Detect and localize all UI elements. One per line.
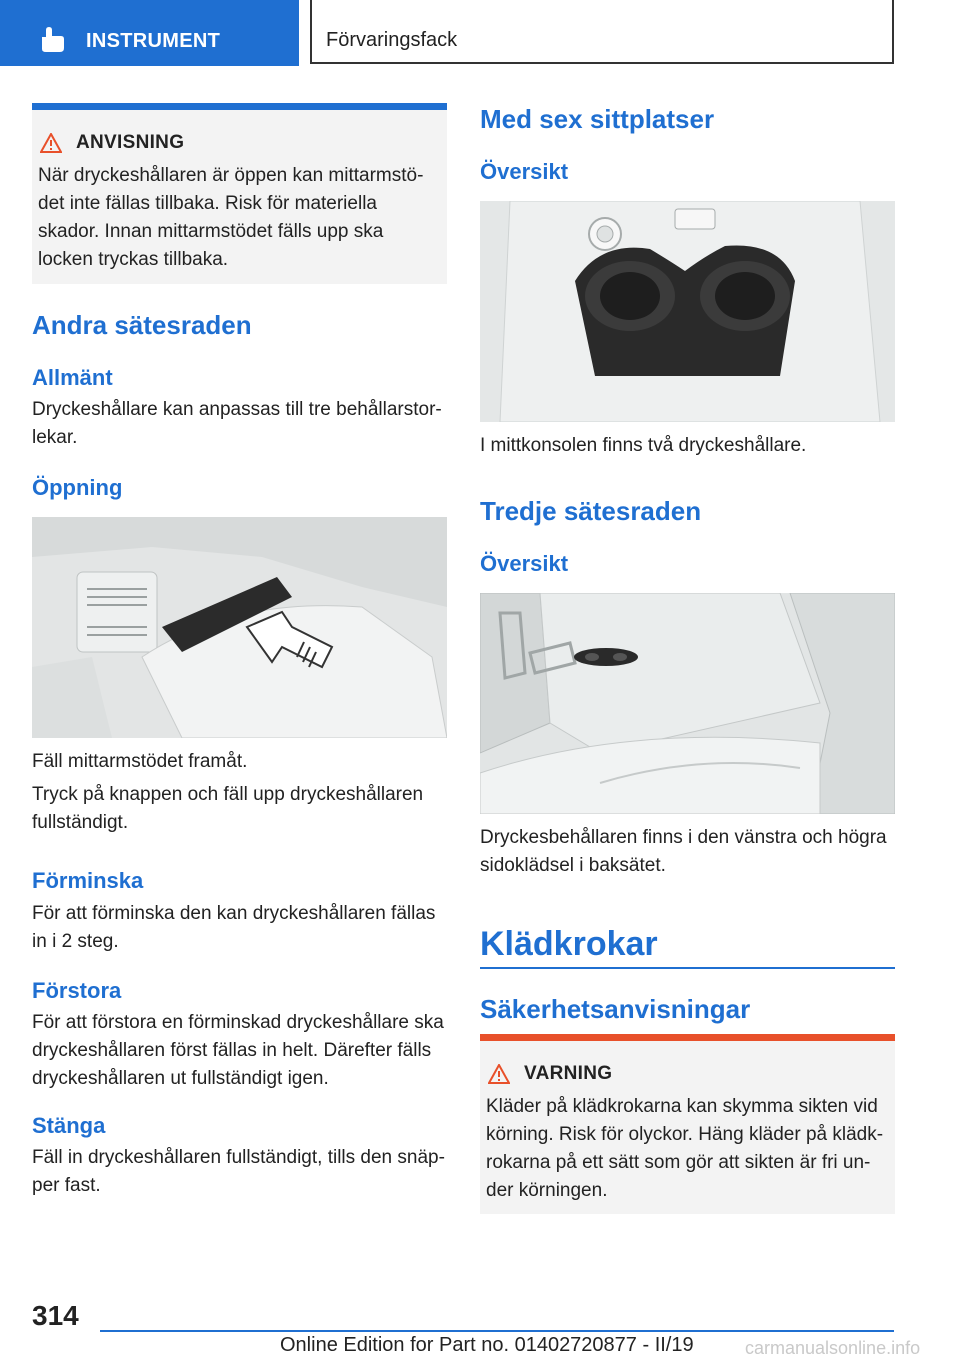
six-seats-caption: I mittkonsolen finns två dryckeshållare. (480, 435, 807, 456)
heading-opening: Öppning (32, 475, 123, 500)
reduce-text: För att förminska den kan dryckeshållaren fällas in i 2 steg. (32, 903, 436, 952)
heading-rule (480, 967, 895, 969)
notice-title: ANVISNING (76, 132, 185, 153)
heading-reduce: Förminska (32, 868, 144, 893)
footer-rule (100, 1330, 894, 1332)
heading-coat-hooks: Klädkrokar (480, 925, 658, 963)
close-text: Fäll in dryckeshållaren fullständigt, tills den snäp-per fast. (32, 1147, 445, 1196)
hand-pointer-icon (38, 27, 68, 53)
edition-text: Online Edition for Part no. 01402720877 - II/19 (280, 1334, 694, 1356)
enlarge-text: För att förstora en förminskad dryckeshållare ska dryckeshållaren först fällas in helt. Därefter fälls dryckeshållaren ut fullständigt igen. (32, 1012, 444, 1089)
third-row-photo (480, 593, 895, 814)
watermark: carmanualsonline.info (745, 1338, 921, 1358)
heading-safety: Säkerhetsanvisningar (480, 994, 751, 1024)
warning-box (480, 1034, 895, 1214)
warning-body: Kläder på klädkrokarna kan skymma sikten vid körning. Risk för olyckor. Häng kläder på klädk-rokarna på ett sätt som gör att sikten är fri un-der körningen. (486, 1096, 884, 1201)
page-number: 314 (32, 1300, 79, 1331)
heading-third-row: Tredje sätesraden (480, 496, 702, 526)
cupholder-illustration (480, 201, 895, 422)
section-tab[interactable] (0, 0, 299, 66)
section-title-second-row: Andra sätesraden (32, 310, 252, 340)
heading-overview-1: Översikt (480, 159, 569, 184)
cupholder-console-photo (480, 201, 895, 422)
page-topic: Förvaringsfack (326, 29, 458, 51)
notice-box (32, 103, 447, 284)
heading-close: Stänga (32, 1113, 106, 1138)
heading-overview-2: Översikt (480, 551, 569, 576)
opening-step-2: Tryck på knappen och fäll upp dryckeshållaren fullständigt. (32, 784, 424, 833)
heading-general: Allmänt (32, 365, 113, 390)
third-row-caption: Dryckesbehållaren finns i den vänstra och högra sidoklädsel i baksätet. (480, 827, 887, 876)
section-label: INSTRUMENT (86, 30, 221, 52)
notice-bar (32, 103, 447, 110)
warning-title: VARNING (524, 1063, 613, 1084)
opening-step-1: Fäll mittarmstödet framåt. (32, 751, 248, 772)
side-trim-illustration (480, 593, 895, 814)
general-text: Dryckeshållare kan anpassas till tre behållarstor-lekar. (32, 399, 442, 448)
armrest-photo (32, 517, 447, 738)
notice-body: När dryckeshållaren är öppen kan mittarmstö-det inte fällas tillbaka. Risk för materiella skador. Innan mittarmstödet fälls upp ska locken tryckas tillbaka. (38, 165, 424, 270)
warning-triangle-icon (40, 133, 62, 153)
armrest-illustration (32, 517, 447, 738)
topic-header (310, 0, 894, 64)
heading-enlarge: Förstora (32, 978, 122, 1003)
warning-triangle-icon (488, 1064, 510, 1084)
warning-bar (480, 1034, 895, 1041)
heading-six-seats: Med sex sittplatser (480, 104, 715, 134)
